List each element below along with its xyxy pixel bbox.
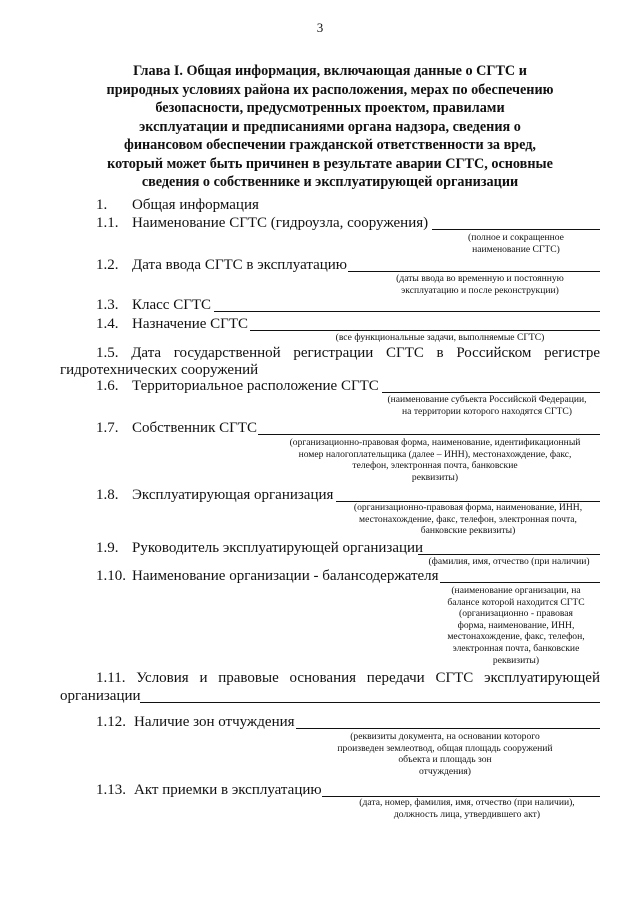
caption-line: реквизиты) xyxy=(411,471,459,483)
fill-line[interactable] xyxy=(250,330,600,331)
item-label: Дата ввода СГТС в эксплуатацию xyxy=(132,257,347,273)
item-number: 1.6. xyxy=(96,378,119,394)
caption-line: местонахождение, факс, телефон, электронная почта, xyxy=(359,513,577,525)
section-general-info xyxy=(0,195,640,215)
item-number: 1. xyxy=(96,197,108,213)
field-operating-organization-head xyxy=(0,538,640,558)
caption-line: (наименование организации, на xyxy=(451,585,581,596)
item-label: Эксплуатирующая организация xyxy=(132,487,334,503)
item-label: организации xyxy=(60,688,141,704)
field-caption xyxy=(290,332,590,344)
heading-line: Глава I. Общая информация, включающая данные о СГТС и xyxy=(133,63,527,79)
caption-line: наименование СГТС) xyxy=(472,243,560,255)
item-number: 1.10. xyxy=(96,568,126,584)
item-label: Дата государственной регистрации СГТС в Российском регистре xyxy=(131,345,600,361)
field-sgts-name xyxy=(0,213,640,233)
item-label: Территориальное расположение СГТС xyxy=(132,378,379,394)
fill-line[interactable] xyxy=(382,392,600,393)
item-label: Класс СГТС xyxy=(132,297,212,313)
fill-line[interactable] xyxy=(214,311,600,312)
caption-line: на территории которого находятся СГТС) xyxy=(402,405,572,417)
field-caption xyxy=(322,797,612,820)
item-label: Общая информация xyxy=(132,197,259,213)
fill-line[interactable] xyxy=(348,271,600,272)
heading-line: который может быть причинен в результате аварии СГТС, основные xyxy=(107,155,553,172)
field-transfer-conditions xyxy=(0,686,640,706)
field-sgts-class xyxy=(0,295,640,315)
item-number: 1.12. xyxy=(96,714,126,730)
heading-line: финансовом обеспечении гражданской ответственности за вред, xyxy=(124,137,536,153)
field-caption xyxy=(374,394,600,417)
item-label: Условия и правовые основания передачи СГТС эксплуатирующей xyxy=(136,670,600,686)
caption-line: (даты ввода во временную и постоянную xyxy=(396,273,564,284)
item-1-11-line1 xyxy=(96,668,600,688)
item-label: Руководитель эксплуатирующей организации xyxy=(132,540,424,556)
item-number: 1.11. xyxy=(96,670,126,686)
item-number: 1.8. xyxy=(96,487,119,503)
caption-line: балансе которой находится СГТС xyxy=(447,596,585,608)
item-number: 1.2. xyxy=(96,257,119,273)
field-caption xyxy=(270,437,600,483)
caption-line: объекта и площадь зон xyxy=(398,754,492,766)
heading-line: природных условиях района их расположения, мерах по обеспечению xyxy=(106,81,554,98)
item-label: Наименование СГТС (гидроузла, сооружения) xyxy=(132,215,429,231)
item-label: Акт приемки в эксплуатацию xyxy=(134,782,322,798)
item-number: 1.4. xyxy=(96,316,119,332)
field-exclusion-zones xyxy=(0,712,640,732)
caption-line: форма, наименование, ИНН, xyxy=(457,619,575,631)
caption-line: (реквизиты документа, на основании которого xyxy=(350,731,540,742)
fill-line[interactable] xyxy=(296,728,600,729)
caption-line: электронная почта, банковские xyxy=(452,642,580,654)
caption-line: (дата, номер, фамилия, имя, отчество (при наличии), xyxy=(359,797,575,808)
caption-line: (наименование субъекта Российской Федерации, xyxy=(387,394,587,405)
item-label: Наименование организации - балансодержателя xyxy=(132,568,439,584)
field-caption xyxy=(432,232,600,255)
field-caption xyxy=(360,273,600,296)
chapter-heading xyxy=(80,62,580,192)
caption-line: (организационно-правовая форма, наименование, идентификационный xyxy=(289,437,581,448)
caption-line: (полное и сокращенное xyxy=(468,232,564,243)
caption-line: (все функциональные задачи, выполняемые СГТС) xyxy=(335,332,545,343)
caption-line: отчуждения) xyxy=(418,765,471,777)
item-number: 1.1. xyxy=(96,215,119,231)
caption-line: произведен землеотвод, общая площадь сооружений xyxy=(337,742,553,754)
field-caption xyxy=(432,585,600,666)
fill-line[interactable] xyxy=(418,554,600,555)
item-label: гидротехнических сооружений xyxy=(60,362,259,378)
field-sgts-purpose xyxy=(0,314,640,334)
caption-line: номер налогоплательщика (далее – ИНН), местонахождение, факс, xyxy=(298,448,572,460)
item-label: Собственник СГТС xyxy=(132,420,257,436)
item-number: 1.13. xyxy=(96,782,126,798)
caption-line: (организационно - правовая xyxy=(459,608,573,620)
item-number: 1.5. xyxy=(96,345,119,361)
page-number: 3 xyxy=(316,20,324,35)
item-label: Назначение СГТС xyxy=(132,316,249,332)
field-caption xyxy=(336,502,600,537)
caption-line: реквизиты) xyxy=(492,654,540,666)
field-territorial-location xyxy=(0,376,640,396)
field-balance-holder xyxy=(0,566,640,586)
fill-line[interactable] xyxy=(258,434,600,435)
caption-line: эксплуатацию и после реконструкции) xyxy=(401,284,559,296)
caption-line: (фамилия, имя, отчество (при наличии) xyxy=(428,556,590,567)
caption-line: местонахождение, факс, телефон, xyxy=(447,631,585,643)
heading-line: сведения о собственнике и эксплуатирующей организации xyxy=(141,174,519,190)
field-owner xyxy=(0,418,640,438)
fill-line[interactable] xyxy=(140,702,600,703)
caption-line: должность лица, утвердившего акт) xyxy=(393,808,541,820)
item-number: 1.7. xyxy=(96,420,119,436)
field-commissioning-date xyxy=(0,255,640,275)
caption-line: (организационно-правовая форма, наименование, ИНН, xyxy=(353,502,583,513)
field-caption xyxy=(310,731,580,777)
fill-line[interactable] xyxy=(432,229,600,230)
item-label: Наличие зон отчуждения xyxy=(134,714,295,730)
fill-line[interactable] xyxy=(440,582,600,583)
item-number: 1.3. xyxy=(96,297,119,313)
caption-line: телефон, электронная почта, банковские xyxy=(352,460,518,472)
caption-line: банковские реквизиты) xyxy=(420,525,516,537)
item-number: 1.9. xyxy=(96,540,119,556)
heading-line: безопасности, предусмотренных проектом, правилами xyxy=(155,100,505,116)
heading-line: эксплуатации и предписаниями органа надзора, сведения о xyxy=(139,118,521,135)
